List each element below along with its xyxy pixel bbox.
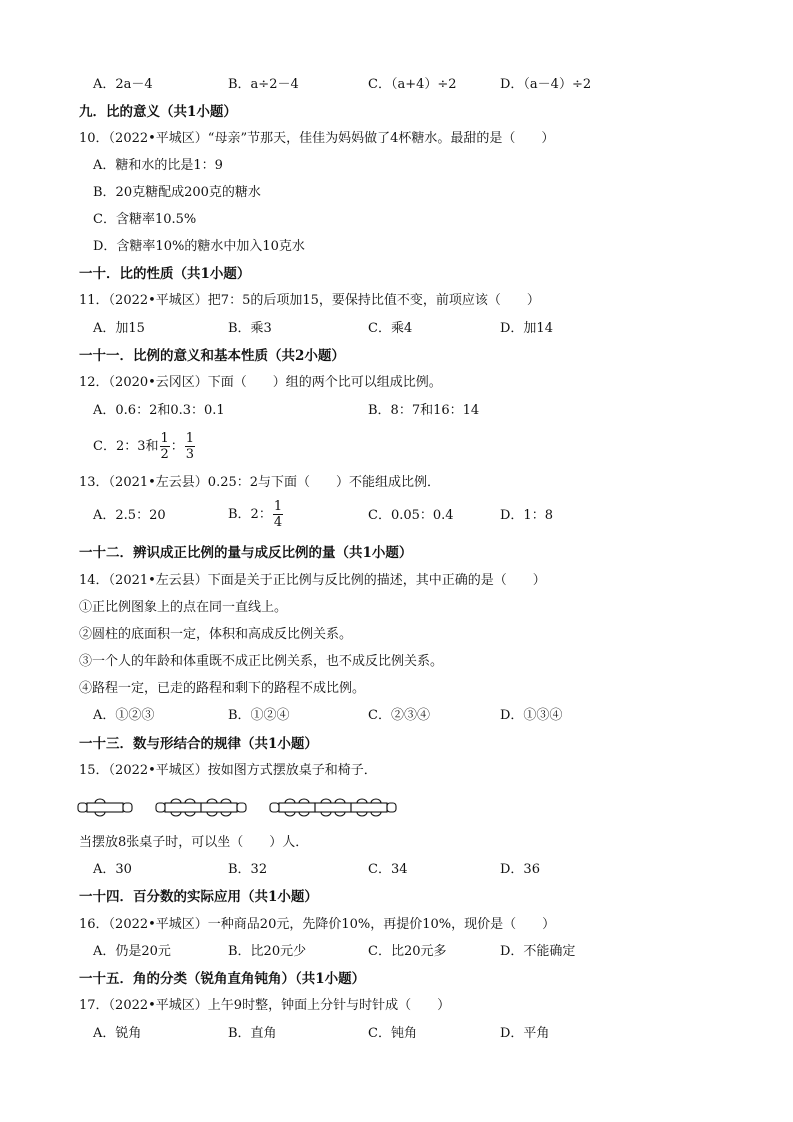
chair (78, 803, 87, 812)
chair (123, 803, 132, 812)
q12-stem: 12．（2020•云冈区）下面（ ）组的两个比可以组成比例。 (79, 375, 442, 390)
section-heading-13: 一十三．数与形结合的规律（共1小题） (79, 736, 318, 752)
q14-statement-4: ④路程一定，已走的路程和剩下的路程不成比例。 (79, 681, 366, 696)
q14-option-a: A．①②③ (93, 708, 155, 723)
q16-option-b: B．比20元少 (228, 944, 307, 959)
section-heading-11: 一十一．比例的意义和基本性质（共2小题） (79, 348, 345, 364)
q17-stem: 17．（2022•平城区）上午9时整，钟面上分针与时针成（ ） (79, 998, 451, 1013)
section-heading-14: 一十四．百分数的实际应用（共1小题） (79, 889, 318, 905)
q12-option-b: B．8：7和16：14 (368, 403, 480, 418)
chair (285, 812, 295, 816)
fraction (185, 431, 195, 462)
chair (185, 812, 195, 816)
q11-option-a: A．加15 (93, 321, 145, 336)
chair (335, 799, 345, 803)
q10-option-b: B．20克糖配成200克的糖水 (93, 185, 261, 200)
chair (321, 812, 331, 816)
q16-option-c: C．比20元多 (368, 944, 447, 959)
desk (279, 803, 315, 812)
desk (165, 803, 201, 812)
chair (387, 803, 396, 812)
q12-option-a: A．0.6：2和0.3：0.1 (93, 403, 225, 418)
q17-option-b: B．直角 (228, 1026, 277, 1041)
chair (221, 799, 231, 803)
chair (285, 799, 295, 803)
q11-option-b: B．乘3 (228, 321, 272, 336)
q9-option-b: B．a÷2－4 (228, 77, 299, 92)
q15-question: 当摆放8张桌子时，可以坐（ ）人． (79, 835, 309, 850)
q12-option-c (93, 430, 196, 464)
chair (237, 803, 246, 812)
q16-stem: 16．（2022•平城区）一种商品20元，先降价10%，再提价10%，现价是（ ） (79, 917, 556, 932)
desk (351, 803, 387, 812)
q15-option-a: A．30 (93, 862, 132, 877)
fraction-denominator: 3 (185, 447, 195, 462)
chair (357, 799, 367, 803)
q10-option-a: A．糖和水的比是1：9 (93, 158, 223, 173)
q14-option-c: C．②③④ (368, 708, 430, 723)
chair (299, 812, 309, 816)
q13-option-a: A．2.5：20 (93, 508, 166, 523)
q11-option-c: C．乘4 (368, 321, 413, 336)
q14-option-b: B．①②④ (228, 708, 290, 723)
q17-option-d: D．平角 (500, 1026, 550, 1041)
fraction-numerator: 1 (160, 431, 169, 446)
fraction (273, 499, 283, 530)
q11-stem: 11．（2022•平城区）把7：5的后项加15，要保持比值不变，前项应该（ ） (79, 293, 540, 308)
chair (185, 799, 195, 803)
chair (335, 812, 345, 816)
q14-statement-2: ②圆柱的底面积一定，体积和高成反比例关系。 (79, 627, 353, 642)
q12-option-c-label: C．2：3和 (93, 439, 159, 454)
chair (207, 812, 217, 816)
q14-statement-3: ③一个人的年龄和体重既不成正比例关系，也不成反比例关系。 (79, 654, 444, 669)
section-heading-10: 一十．比的性质（共1小题） (79, 266, 251, 282)
section-heading-9: 九．比的意义（共1小题） (79, 104, 237, 120)
q17-option-a: A．锐角 (93, 1026, 142, 1041)
desk (87, 803, 123, 812)
chair (371, 799, 381, 803)
q15-option-c: C．34 (368, 862, 408, 877)
section-heading-15: 一十五．角的分类（锐角直角钝角）（共1小题） (79, 971, 366, 987)
chair (156, 803, 165, 812)
q10-option-c: C．含糖率10.5% (93, 212, 197, 227)
q13-option-d: D．1：8 (500, 508, 553, 523)
q13-option-b (228, 498, 284, 532)
q17-option-c: C．钝角 (368, 1026, 417, 1041)
q10-option-d: D．含糖率10%的糖水中加入10克水 (93, 239, 305, 254)
chair (270, 803, 279, 812)
chair (299, 799, 309, 803)
chair (321, 799, 331, 803)
q11-option-d: D．加14 (500, 321, 553, 336)
q9-option-d: D．（a－4）÷2 (500, 77, 592, 92)
chair (171, 812, 181, 816)
fraction (160, 431, 170, 462)
q16-option-d: D．不能确定 (500, 944, 576, 959)
chair (95, 799, 105, 803)
desk-chair-arrangement-figure (75, 792, 405, 826)
q15-option-b: B．32 (228, 862, 268, 877)
section-heading-12: 一十二．辨识成正比例的量与成反比例的量（共1小题） (79, 545, 413, 561)
chair (371, 812, 381, 816)
q16-option-a: A．仍是20元 (93, 944, 171, 959)
fraction-numerator: 1 (273, 499, 283, 514)
fraction-denominator: 2 (160, 447, 169, 462)
chair (207, 799, 217, 803)
q14-stem: 14．（2021•左云县）下面是关于正比例与反比例的描述，其中正确的是（ ） (79, 573, 546, 588)
q14-option-d: D．①③④ (500, 708, 563, 723)
q10-stem: 10．（2022•平城区）“母亲”节那天，佳佳为妈妈做了4杯糖水。最甜的是（ ） (79, 131, 555, 146)
q15-stem: 15．（2022•平城区）按如图方式摆放桌子和椅子． (79, 763, 377, 778)
chair (357, 812, 367, 816)
q9-option-a: A．2a－4 (93, 77, 153, 92)
fraction-denominator: 4 (273, 515, 283, 530)
q13-option-c: C．0.05：0.4 (368, 508, 454, 523)
chair (171, 799, 181, 803)
chair (95, 812, 105, 816)
chair (221, 812, 231, 816)
fraction-numerator: 1 (185, 431, 195, 446)
desk (201, 803, 237, 812)
q9-option-c: C．（a+4）÷2 (368, 77, 457, 92)
q14-statement-1: ①正比例图象上的点在同一直线上。 (79, 600, 288, 615)
q13-option-b-label: B．2： (228, 507, 272, 522)
q13-stem: 13．（2021•左云县）0.25：2与下面（ ）不能组成比例． (79, 475, 441, 490)
q15-option-d: D．36 (500, 862, 540, 877)
ratio-colon: ： (170, 439, 184, 454)
desk (315, 803, 351, 812)
